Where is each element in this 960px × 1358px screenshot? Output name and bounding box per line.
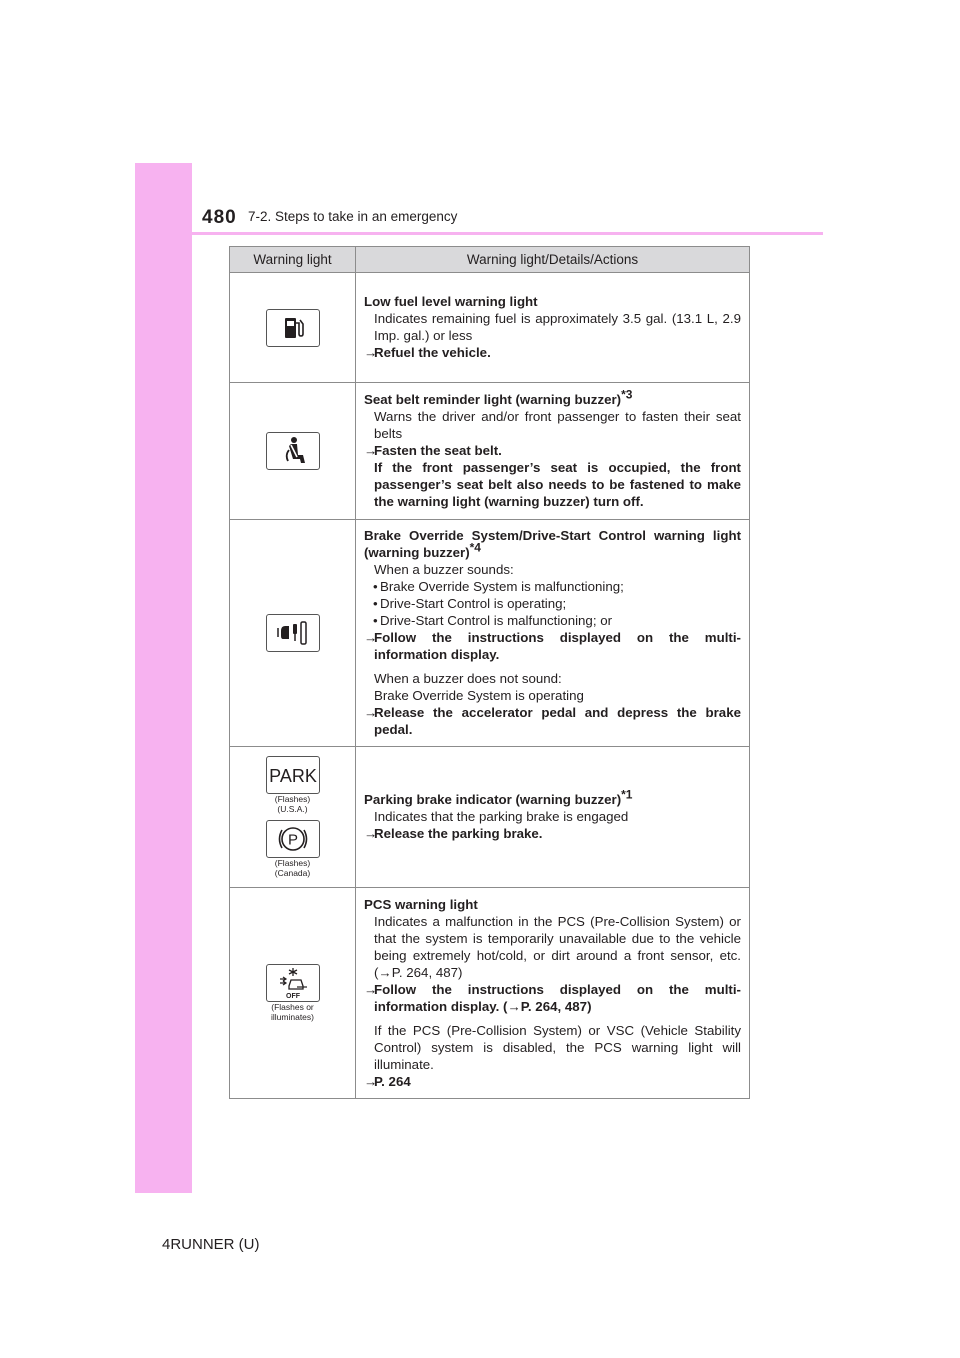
header-rule xyxy=(192,232,823,235)
parking-brake-p-icon xyxy=(266,820,320,858)
p-text: P xyxy=(287,831,298,849)
row-title: Seat belt reminder light (warning buzzer)$^{*3}$ xyxy=(364,387,633,407)
row-description: Indicates that the parking brake is engaged xyxy=(374,809,629,824)
row-description: When a buzzer sounds: xyxy=(374,562,514,577)
list-item: • Drive-Start Control is operating; xyxy=(364,595,741,612)
arrow-icon: → xyxy=(364,826,378,841)
row-action: Follow the instructions displayed on the multi-information display. (→P. 264, 487) xyxy=(374,981,741,1014)
row-description: Warns the driver and/or front passenger to fasten their seat belts xyxy=(374,409,741,441)
col-header-warning-light: Warning light xyxy=(230,247,356,273)
row-title: Parking brake indicator (warning buzzer)$^{*1}$ xyxy=(364,787,633,807)
table-row xyxy=(230,383,750,520)
page-number: 480 xyxy=(202,207,237,228)
row-title: Brake Override System/Drive-Start Control warning light (warning buzzer)$^{*4}$ xyxy=(364,528,741,560)
park-text: PARK xyxy=(268,766,317,786)
list-item: • Drive-Start Control is malfunctioning; or xyxy=(364,612,741,629)
col-header-details: Warning light/Details/Actions xyxy=(356,247,750,273)
row-action: P. 264 xyxy=(374,1073,411,1089)
row-action: Fasten the seat belt. xyxy=(374,443,502,458)
row-description: Indicates remaining fuel is approximately 3.5 gal. (13.1 L, 2.9 Imp. gal.) or less xyxy=(374,311,741,343)
caption-canada: (Flashes) (Canada) xyxy=(274,858,311,878)
row-action: Refuel the vehicle. xyxy=(374,345,491,360)
table-row xyxy=(230,747,750,888)
row-description: When a buzzer does not sound: xyxy=(374,671,562,686)
arrow-icon: → xyxy=(364,1073,378,1089)
row-action: Release the parking brake. xyxy=(374,826,543,841)
row-description: If the PCS (Pre-Collision System) or VSC (Vehicle Stability Control) system is disabled, the PCS warning light will illuminate. xyxy=(374,1022,741,1072)
row-action-extra: If the front passenger’s seat is occupied, the front passenger’s seat belt also needs to be fastened to make the warning light (warning buzzer) turn off. xyxy=(374,460,741,509)
brake-override-icon xyxy=(266,614,320,652)
seat-belt-icon xyxy=(266,432,320,470)
row-title: PCS warning light xyxy=(364,896,478,912)
table-row xyxy=(230,273,750,383)
caption-usa: (Flashes) (U.S.A.) xyxy=(274,794,311,814)
row-description: Brake Override System is operating xyxy=(374,688,584,703)
list-item: • Brake Override System is malfunctioning; xyxy=(364,578,741,595)
row-action: Follow the instructions displayed on the multi-information display. xyxy=(374,630,741,662)
section-title: 7-2. Steps to take in an emergency xyxy=(248,209,458,224)
arrow-icon: → xyxy=(364,345,378,360)
off-text: OFF xyxy=(285,993,300,1000)
row-action: Release the accelerator pedal and depress the brake pedal. xyxy=(374,705,741,737)
arrow-icon: → xyxy=(364,443,378,458)
footnote-mark: *4 xyxy=(469,540,481,555)
table-row xyxy=(230,888,750,1099)
row-title: Low fuel level warning light xyxy=(364,294,538,309)
warning-light-table xyxy=(229,246,750,1099)
footer-model: 4RUNNER (U) xyxy=(162,1236,260,1253)
table-row xyxy=(230,520,750,747)
side-tab-band xyxy=(135,163,192,1193)
row-description: Indicates a malfunction in the PCS (Pre-Collision System) or that the system is temporarily unavailable due to the vehicle being extremely hot/cold, or dirt around a front sensor, etc. (→P. 264, 487) xyxy=(374,913,741,980)
fuel-pump-icon xyxy=(266,309,320,347)
footnote-mark: *3 xyxy=(621,387,633,402)
arrow-icon: → xyxy=(364,705,378,720)
pcs-off-icon xyxy=(266,964,320,1002)
arrow-icon: → xyxy=(364,981,378,997)
arrow-icon: → xyxy=(364,630,378,645)
park-indicator-icon xyxy=(266,756,320,794)
table-header-row xyxy=(230,247,750,273)
footnote-mark: *1 xyxy=(621,787,633,802)
caption-flashes-or-illuminates: (Flashes or illuminates) xyxy=(271,1002,314,1022)
